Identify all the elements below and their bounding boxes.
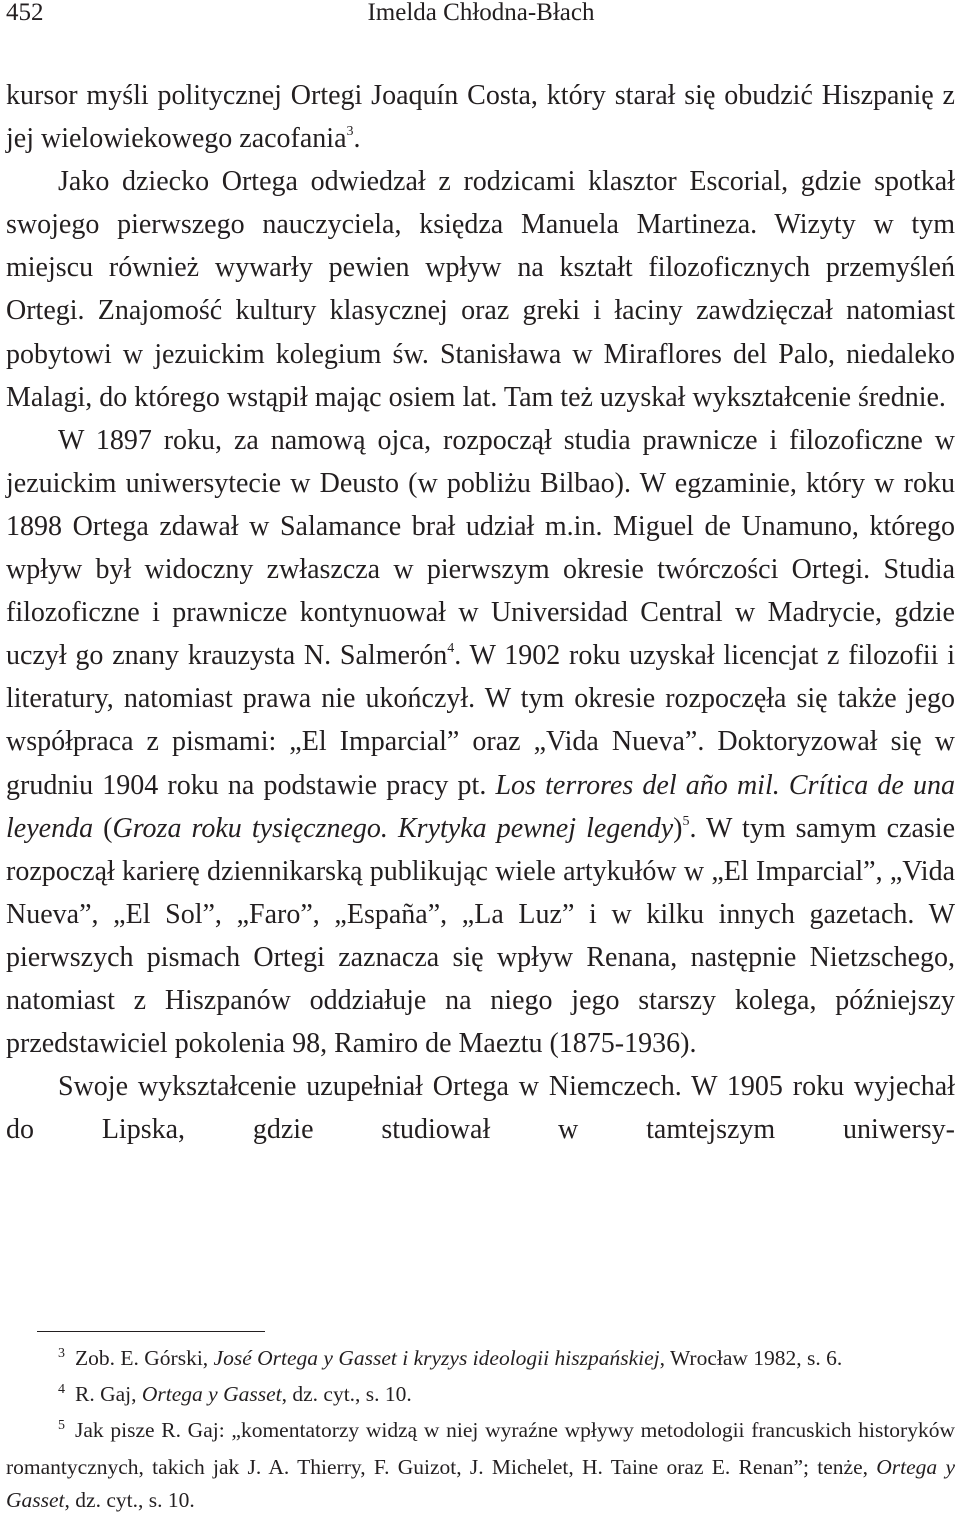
- text-run: , Wrocław 1982, s. 6.: [659, 1346, 843, 1370]
- text-run: (: [93, 812, 113, 844]
- italic-title: Ortega y Gasset: [141, 1382, 282, 1407]
- text-run: .: [353, 123, 361, 155]
- text-run: Jako dziecko Ortega odwiedzał z rodzicami klasztor Escorial, gdzie spotkał swojego pierwszego nauczyciela, księdza Manuela Martineza. Wizyty w tym miejscu również wywarły pewien wpływ na kształt filozoficznych przemyśleń Ortegi. Znajomość kultury klasycznej oraz greki i łaciny zawdzięczał natomiast pobytowi w jezuickim kolegium św. Stanisława w Miraflores del Palo, niedaleko Malagi, do którego wstąpił mając osiem lat. Tam też uzyskał wykształcenie średnie.: [6, 166, 955, 413]
- italic-title: Ortega y Gasset: [6, 1454, 955, 1512]
- footnote-ref: 3: [346, 124, 354, 140]
- text-run: Zob. E. Górski,: [75, 1346, 214, 1370]
- paragraph: [6, 1065, 955, 1151]
- page-number: 452: [6, 0, 44, 26]
- italic-title: Los terrores del año mil. Crítica de una leyenda: [6, 769, 955, 844]
- footnote-separator: [37, 1331, 265, 1332]
- text-run: ): [673, 812, 683, 844]
- italic-title: José Ortega y Gasset i kryzys ideologii hiszpańskiej: [213, 1346, 660, 1370]
- body-text: [6, 74, 955, 1151]
- text-run: Swoje wykształcenie uzupełniał Ortega w Niemczech. W 1905 roku wyjechał do Lipska, gdzie studiował w tamtejszym uniwersy-: [6, 1071, 955, 1146]
- text-run: W 1897 roku, za namową ojca, rozpoczął studia prawnicze i filozoficzne w jezuickim uniwersytecie w Deusto (w pobliżu Bilbao). W egzaminie, który w roku 1898 Ortega zdawał w Salamance brał udział m.in. Miguel de Unamuno, którego wpływ był widoczny zwłaszcza w pierwszym okresie twórczości Ortegi. Studia filozoficzne i prawnicze kontynuował w Universidad Central w Madrycie, gdzie uczył go znany krauzysta N. Salmerón: [6, 424, 955, 672]
- footnote: [6, 1378, 955, 1414]
- text-run: , dz. cyt., s. 10.: [281, 1382, 412, 1407]
- footnote-number: 5: [58, 1418, 65, 1434]
- footnote: [6, 1414, 955, 1517]
- text-run: Jak pisze R. Gaj: „komentatorzy widzą w niej wyraźne wpływy metodologii francuskich historyków romantycznych, takich jak J. A. Thierry, F. Guizot, J. Michelet, H. Taine oraz E. Renan”; tenże,: [6, 1418, 955, 1479]
- text-run: kursor myśli politycznej Ortegi Joaquín Costa, który starał się obudzić Hiszpanię z jej wielowiekowego zacofania: [6, 80, 955, 155]
- text-run: R. Gaj,: [75, 1382, 142, 1407]
- footnotes: [6, 1342, 955, 1517]
- page-header: [6, 0, 956, 30]
- footnote-number: 4: [58, 1382, 65, 1398]
- text-run: , dz. cyt., s. 10.: [64, 1487, 195, 1512]
- footnote: [6, 1342, 955, 1378]
- footnote-ref: 4: [447, 641, 455, 657]
- running-head: Imelda Chłodna-Błach: [367, 0, 595, 26]
- footnote-ref: 5: [682, 813, 690, 829]
- italic-title: Groza roku tysięcznego. Krytyka pewnej legendy: [112, 812, 674, 844]
- paragraph: [6, 419, 955, 1065]
- paragraph: [6, 74, 955, 160]
- footnote-number: 3: [58, 1346, 65, 1361]
- text-run: . W 1902 roku uzyskał licencjat z filozofii i literatury, natomiast prawa nie ukończył. W tym okresie rozpoczęła się także jego współpraca z pismami: „El Imparcial” oraz „Vida Nueva”. Doktoryzował się w grudniu 1904 roku na podstawie pracy pt.: [6, 640, 956, 801]
- text-run: . W tym samym czasie rozpoczął karierę dziennikarską publikując wiele artykułów w „El Imparcial”, „Vida Nueva”, „El Sol”, „Faro”, „España”, „La Luz” i w kilku innych gazetach. W pierwszych pismach Ortegi zaznacza się wpływ Renana, następnie Nietzschego, natomiast z Hiszpanów oddziałuje na niego jego starszy kolega, późniejszy przedstawiciel pokolenia 98, Ramiro de Maeztu (1875-1936).: [6, 812, 956, 1060]
- paragraph: [6, 160, 955, 419]
